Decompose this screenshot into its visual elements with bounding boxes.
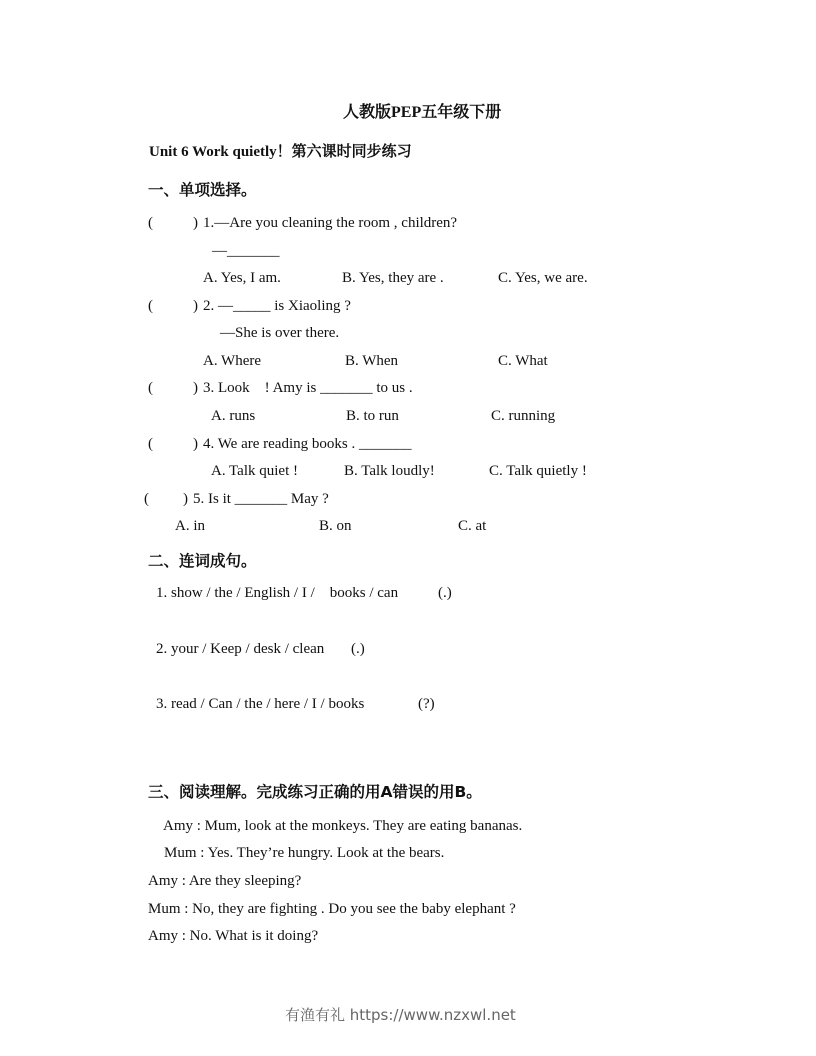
- answer-paren: (: [148, 215, 153, 231]
- question-stem: 5. Is it _______ May ?: [193, 491, 329, 507]
- option-b: B. to run: [346, 408, 399, 424]
- word-order-punct: (?): [418, 696, 435, 712]
- option-b: B. on: [319, 518, 352, 534]
- option-a: A. Where: [203, 353, 262, 369]
- answer-paren: (: [148, 380, 153, 396]
- option-c: C. Yes, we are.: [498, 270, 588, 286]
- option-a: A. runs: [211, 408, 256, 424]
- answer-paren-close: ): [193, 215, 198, 231]
- section-heading-sentence-order: 二、连词成句。: [148, 552, 257, 570]
- dialogue-line: Amy : No. What is it doing?: [148, 928, 319, 944]
- answer-paren: (: [144, 491, 149, 507]
- option-a: A. in: [175, 518, 205, 534]
- word-order-punct: (.): [351, 641, 365, 657]
- question-response: —She is over there.: [220, 325, 340, 341]
- question-stem: 4. We are reading books . _______: [203, 436, 412, 452]
- word-order-item: 2. your / Keep / desk / clean: [156, 641, 325, 657]
- option-c: C. at: [458, 518, 487, 534]
- question-stem: 1.—Are you cleaning the room , children?: [203, 215, 458, 231]
- option-b: B. Talk loudly!: [344, 463, 435, 479]
- dialogue-line: Mum : Yes. They’re hungry. Look at the bears.: [164, 845, 445, 861]
- answer-paren: (: [148, 436, 153, 452]
- option-b: B. Yes, they are .: [342, 270, 444, 286]
- dialogue-line: Mum : No, they are fighting . Do you see the baby elephant ?: [148, 901, 516, 917]
- section-heading-reading: 三、阅读理解。完成练习正确的用A错误的用B。: [148, 783, 482, 801]
- dialogue-line: Amy : Are they sleeping?: [148, 873, 302, 889]
- question-stem: 3. Look ! Amy is _______ to us .: [203, 380, 413, 396]
- page-subtitle: Unit 6 Work quietly！第六课时同步练习: [149, 144, 412, 160]
- option-c: C. running: [491, 408, 556, 424]
- dialogue-line: Amy : Mum, look at the monkeys. They are eating bananas.: [163, 818, 523, 834]
- word-order-punct: (.): [438, 585, 452, 601]
- option-b: B. When: [345, 353, 399, 369]
- footer-watermark-link[interactable]: 有渔有礼 https://www.nzxwl.net: [285, 1006, 516, 1024]
- answer-paren-close: ): [193, 298, 198, 314]
- answer-paren-close: ): [193, 436, 198, 452]
- answer-paren: (: [148, 298, 153, 314]
- word-order-item: 1. show / the / English / I / books / can: [156, 585, 399, 601]
- page-title: 人教版PEP五年级下册: [343, 104, 502, 121]
- option-a: A. Talk quiet !: [211, 463, 298, 479]
- option-c: C. What: [498, 353, 548, 369]
- question-stem: 2. —_____ is Xiaoling ?: [203, 298, 351, 314]
- answer-paren-close: ): [183, 491, 188, 507]
- answer-paren-close: ): [193, 380, 198, 396]
- option-c: C. Talk quietly !: [489, 463, 587, 479]
- section-heading-multiple-choice: 一、单项选择。: [148, 181, 257, 199]
- question-answer-blank: —_______: [212, 243, 280, 259]
- option-a: A. Yes, I am.: [203, 270, 281, 286]
- word-order-item: 3. read / Can / the / here / I / books: [156, 696, 365, 712]
